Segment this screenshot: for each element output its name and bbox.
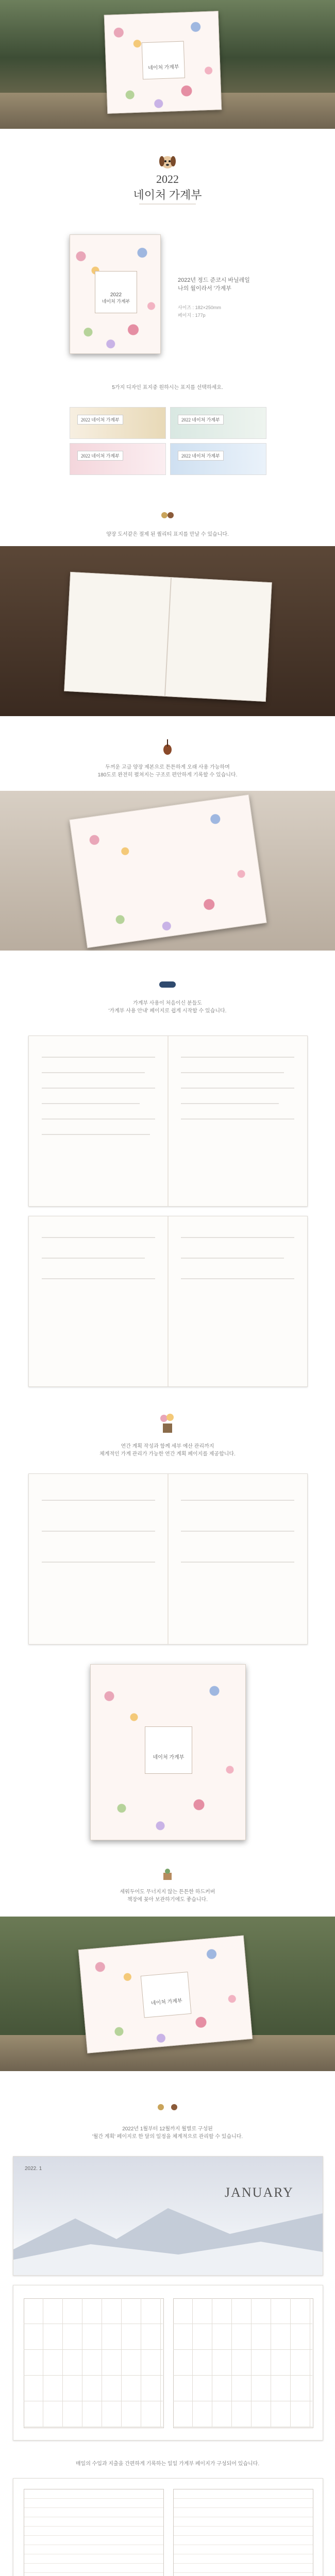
product-cover-title: 네이처 가계부: [102, 299, 130, 304]
hero-cover-label: [142, 41, 185, 80]
planner-book-cover: [90, 1664, 246, 1840]
flower-pot-icon: [155, 1409, 180, 1435]
guide-line: [42, 1258, 145, 1259]
hero-title: 네이처 가계부: [133, 189, 202, 201]
planner-caption-2: 체계적인 가계 관리가 가능한 연간 계획 페이지를 제공합니다.: [99, 1451, 236, 1457]
daily-table-left: [24, 2489, 164, 2576]
guide-line: [42, 1088, 155, 1089]
hero-subtitle-line: [139, 204, 196, 205]
open-book-photo: [64, 572, 272, 702]
cover-option-3-label: 2022 네이처 가계부: [77, 451, 123, 461]
pot-icon: [161, 1868, 174, 1881]
calendar-spread: [13, 2285, 323, 2441]
covers-caption: 5가지 디자인 표지중 원하시는 표지를 선택하세요.: [112, 385, 223, 391]
binding-photo: [0, 546, 335, 716]
daily-table-right: [173, 2489, 313, 2576]
daily-spread: [13, 2478, 323, 2576]
winter-scene-image: [13, 2157, 323, 2275]
guide-line: [181, 1103, 279, 1104]
planner-line: [181, 1500, 294, 1501]
month-big-label: JANUARY: [225, 2185, 294, 2200]
stand-book: [78, 1935, 253, 2053]
cover-option-2-label: 2022 네이처 가계부: [178, 415, 224, 425]
stand-photo: [0, 1917, 335, 2071]
cover-option-2: [170, 407, 266, 439]
month-caption-2: '월간 계획' 페이지로 한 달의 일정을 체계적으로 관리할 수 있습니다.: [92, 2134, 243, 2140]
stand-cover-title: 네이처 가계부: [150, 1998, 183, 2007]
stand-cover-label: [141, 1972, 192, 2018]
planner-gutter: [167, 1474, 169, 1644]
book-gutter: [164, 578, 172, 696]
cover-option-1: [70, 407, 166, 439]
planner-caption-1: 연간 계획 작성과 함께 세부 예산 관리까지: [121, 1444, 214, 1449]
cover-option-1-label: 2022 네이처 가계부: [77, 415, 123, 425]
product-cover-label: [95, 271, 137, 313]
hero-cover-title: 네이처 가계부: [147, 64, 179, 72]
planner-line: [42, 1531, 155, 1532]
guide-line: [42, 1103, 140, 1104]
month-small-label: 2022. 1: [25, 2166, 42, 2172]
cover-option-4: [170, 443, 266, 475]
product-book-image: [70, 234, 161, 354]
planner-page-spread: [28, 1473, 308, 1645]
stand-caption-1: 세워두어도 무너지지 않는 튼튼한 하드커버: [120, 1889, 215, 1895]
cover-option-4-label: 2022 네이처 가계부: [178, 451, 224, 461]
decor-flower-icon: [157, 507, 178, 523]
spine-caption-1: 두꺼운 고급 양장 제본으로 튼튼하게 오래 사용 가능하며: [105, 765, 230, 770]
guide-line: [42, 1237, 155, 1238]
spine-book-photo: [69, 794, 267, 948]
calendar-rows-left: [24, 2298, 163, 2427]
shoes-icon: [157, 976, 178, 991]
planner-line: [42, 1562, 155, 1563]
guide-line: [181, 1237, 294, 1238]
month-spread: [13, 2156, 323, 2276]
stand-caption-2: 책장에 꽂아 보관하기에도 좋습니다.: [127, 1897, 208, 1903]
planner-cover-label: [145, 1726, 192, 1774]
hero-year: 2022: [156, 173, 179, 185]
product-desc-1: 2022년 정드 준코시 바닐레일: [178, 277, 250, 283]
guide-line: [181, 1057, 294, 1058]
calendar-rows-right: [173, 2298, 312, 2427]
planner-line: [181, 1531, 294, 1532]
guide-gutter: [167, 1216, 169, 1386]
binding-caption: 양장 도서같은 절제 된 퀄리티 표지를 만날 수 있습니다.: [106, 532, 229, 537]
guide-line: [181, 1072, 284, 1073]
guide-line: [42, 1057, 155, 1058]
product-spec-1: 사이즈 : 182×250mm: [178, 305, 221, 310]
guide-caption-1: 가계부 사용이 처음이신 분들도: [133, 1001, 202, 1006]
guide-line: [181, 1118, 294, 1120]
guide-line: [181, 1088, 294, 1089]
guide-page-spread: [28, 1036, 308, 1207]
guide-line: [42, 1278, 155, 1279]
spine-caption-2: 180도로 완전히 펼쳐지는 구조로 편안하게 기록할 수 있습니다.: [97, 772, 238, 778]
dog-logo-icon: [157, 152, 178, 171]
cover-option-3: [70, 443, 166, 475]
guide-line: [181, 1258, 284, 1259]
guide-caption-2: '가계부 사용 안내' 페이지로 쉽게 시작할 수 있습니다.: [108, 1008, 227, 1014]
guide-page-spread-2: [28, 1216, 308, 1387]
guide-gutter: [167, 1036, 169, 1206]
hero-photo: [0, 0, 335, 129]
violin-icon: [161, 739, 174, 756]
daily-caption: 매일의 수입과 지출을 간편하게 기록하는 일일 가계부 페이지가 구성되어 있습니다.: [75, 2461, 260, 2467]
product-spec-2: 페이지 : 177p: [178, 313, 206, 318]
guide-line: [42, 1134, 150, 1135]
planner-line: [181, 1562, 294, 1563]
guide-line: [42, 1072, 145, 1073]
hero-book-cover: [104, 11, 222, 114]
spine-photo: [0, 791, 335, 951]
dots-icon: [155, 2102, 180, 2112]
guide-line: [181, 1278, 294, 1279]
planner-line: [42, 1500, 155, 1501]
product-desc-2: 나의 월이라서 '가계부: [178, 285, 231, 292]
product-cover-year: 2022: [110, 292, 122, 298]
month-caption-1: 2022년 1월부터 12월까지 월별로 구성된: [122, 2126, 213, 2132]
planner-cover-title: 네이처 가계부: [153, 1755, 185, 1760]
guide-line: [42, 1118, 155, 1120]
